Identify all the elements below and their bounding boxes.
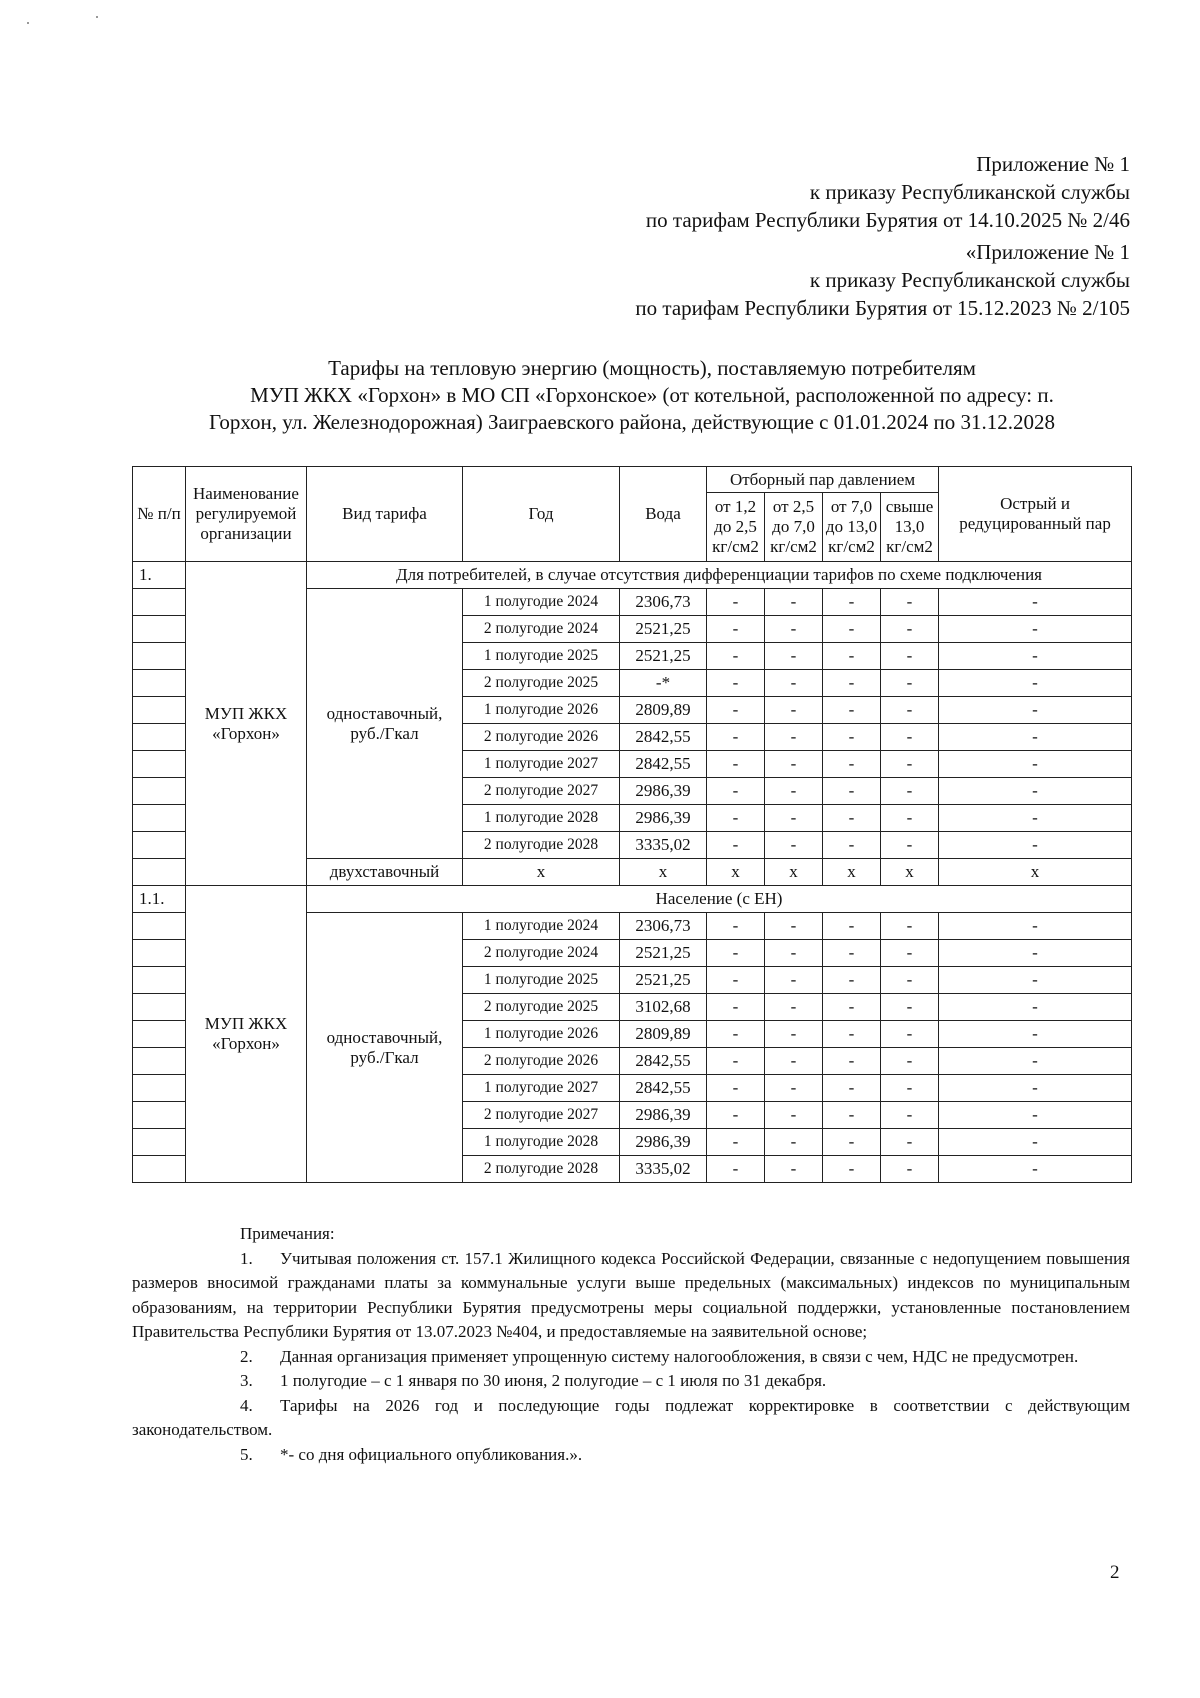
num-cell — [133, 697, 186, 724]
steam-2-cell: - — [765, 616, 823, 643]
year-cell: 1 полугодие 2024 — [463, 913, 620, 940]
steam-2-cell: - — [765, 697, 823, 724]
steam-2-cell: - — [765, 589, 823, 616]
year-cell: 2 полугодие 2027 — [463, 778, 620, 805]
org-name: МУП ЖКХ «Горхон» — [186, 886, 307, 1183]
steam-3-cell: - — [823, 940, 881, 967]
steam-4-cell: - — [881, 1075, 939, 1102]
steam-2-cell: - — [765, 724, 823, 751]
section-label: Население (с ЕН) — [307, 886, 1132, 913]
appendix-line: к приказу Республиканской службы — [809, 180, 1130, 204]
sharp-steam-cell: - — [939, 697, 1132, 724]
year-cell: 1 полугодие 2026 — [463, 1021, 620, 1048]
tariff-type-cell: одноставочный, руб./Гкал — [307, 913, 463, 1183]
steam-4-cell: х — [881, 859, 939, 886]
sharp-steam-cell: - — [939, 589, 1132, 616]
sharp-steam-cell: - — [939, 994, 1132, 1021]
steam-2-cell: - — [765, 1129, 823, 1156]
steam-1-cell: - — [707, 778, 765, 805]
num-cell — [133, 1129, 186, 1156]
steam-1-cell: - — [707, 724, 765, 751]
steam-2-cell: - — [765, 643, 823, 670]
scan-speck — [27, 22, 29, 24]
num-cell — [133, 616, 186, 643]
scan-speck — [96, 16, 98, 18]
steam-4-cell: - — [881, 778, 939, 805]
steam-3-cell: - — [823, 778, 881, 805]
steam-2-cell: - — [765, 832, 823, 859]
steam-2-cell: - — [765, 751, 823, 778]
steam-4-cell: - — [881, 967, 939, 994]
header-steam-4: свыше 13,0 кг/см2 — [881, 493, 939, 562]
year-cell: 2 полугодие 2026 — [463, 1048, 620, 1075]
steam-4-cell: - — [881, 670, 939, 697]
num-cell — [133, 1021, 186, 1048]
sharp-steam-cell: - — [939, 1048, 1132, 1075]
water-cell: 3102,68 — [620, 994, 707, 1021]
section-row — [133, 562, 1132, 589]
water-cell: 2986,39 — [620, 805, 707, 832]
sharp-steam-cell: - — [939, 670, 1132, 697]
water-cell: 2842,55 — [620, 751, 707, 778]
water-cell: х — [620, 859, 707, 886]
num-cell — [133, 1102, 186, 1129]
num-cell — [133, 913, 186, 940]
sharp-steam-cell: - — [939, 805, 1132, 832]
note-item — [132, 1443, 1130, 1468]
steam-3-cell: - — [823, 1102, 881, 1129]
year-cell: 2 полугодие 2027 — [463, 1102, 620, 1129]
note-text: *- со дня официального опубликования.». — [280, 1444, 583, 1464]
header-num: № п/п — [133, 467, 186, 562]
steam-3-cell: - — [823, 1129, 881, 1156]
page-number: 2 — [1110, 1562, 1120, 1583]
steam-1-cell: - — [707, 1021, 765, 1048]
steam-3-cell: - — [823, 1156, 881, 1183]
steam-4-cell: - — [881, 940, 939, 967]
year-cell: 2 полугодие 2028 — [463, 1156, 620, 1183]
steam-1-cell: - — [707, 1129, 765, 1156]
header-steam-3: от 7,0 до 13,0 кг/см2 — [823, 493, 881, 562]
note-item — [132, 1247, 1130, 1345]
header-sharp-steam: Острый и редуцированный пар — [939, 467, 1132, 562]
sharp-steam-cell: - — [939, 1075, 1132, 1102]
water-cell: 2809,89 — [620, 1021, 707, 1048]
sharp-steam-cell: - — [939, 913, 1132, 940]
sharp-steam-cell: - — [939, 1129, 1132, 1156]
steam-3-cell: - — [823, 1021, 881, 1048]
steam-3-cell: - — [823, 751, 881, 778]
num-cell — [133, 967, 186, 994]
steam-3-cell: - — [823, 670, 881, 697]
header-year: Год — [463, 467, 620, 562]
num-cell — [133, 1048, 186, 1075]
steam-4-cell: - — [881, 751, 939, 778]
document-title — [132, 355, 1132, 436]
section-label: Для потребителей, в случае отсутствия дифференциации тарифов по схеме подключения — [307, 562, 1132, 589]
steam-2-cell: - — [765, 1048, 823, 1075]
water-cell: 2986,39 — [620, 1129, 707, 1156]
steam-4-cell: - — [881, 994, 939, 1021]
steam-2-cell: - — [765, 1021, 823, 1048]
steam-1-cell: - — [707, 670, 765, 697]
sharp-steam-cell: - — [939, 724, 1132, 751]
steam-1-cell: - — [707, 751, 765, 778]
num-cell — [133, 778, 186, 805]
year-cell: 2 полугодие 2025 — [463, 670, 620, 697]
steam-2-cell: - — [765, 994, 823, 1021]
note-number: 1. — [240, 1248, 253, 1268]
water-cell: 2521,25 — [620, 616, 707, 643]
steam-3-cell: - — [823, 1048, 881, 1075]
water-cell: 2986,39 — [620, 1102, 707, 1129]
note-number: 3. — [240, 1371, 253, 1390]
sharp-steam-cell: - — [939, 832, 1132, 859]
header-org: Наименование регулируемой организации — [186, 467, 307, 562]
num-cell — [133, 724, 186, 751]
year-cell: х — [463, 859, 620, 886]
steam-1-cell: - — [707, 913, 765, 940]
steam-3-cell: - — [823, 805, 881, 832]
water-cell: 2842,55 — [620, 724, 707, 751]
title-line: Тарифы на тепловую энергию (мощность), поставляемую потребителям — [328, 356, 976, 380]
year-cell: 2 полугодие 2024 — [463, 616, 620, 643]
year-cell: 1 полугодие 2026 — [463, 697, 620, 724]
appendix-line: Приложение № 1 — [976, 152, 1130, 176]
steam-4-cell: - — [881, 724, 939, 751]
water-cell: 2521,25 — [620, 940, 707, 967]
notes-heading: Примечания: — [240, 1224, 335, 1243]
steam-1-cell: - — [707, 697, 765, 724]
num-cell — [133, 643, 186, 670]
tariff-type-cell: одноставочный, руб./Гкал — [307, 589, 463, 859]
steam-1-cell: - — [707, 832, 765, 859]
appendix-line: «Приложение № 1 — [965, 240, 1130, 264]
steam-4-cell: - — [881, 697, 939, 724]
year-cell: 1 полугодие 2025 — [463, 967, 620, 994]
appendix-header — [635, 150, 1130, 322]
steam-4-cell: - — [881, 913, 939, 940]
notes-section — [132, 1222, 1130, 1467]
steam-3-cell: - — [823, 967, 881, 994]
header-steam-group: Отборный пар давлением — [707, 467, 939, 493]
note-text: 1 полугодие – с 1 января по 30 июня, 2 полугодие – с 1 июля по 31 декабря. — [280, 1371, 827, 1390]
num-cell — [133, 940, 186, 967]
steam-3-cell: - — [823, 697, 881, 724]
sharp-steam-cell: х — [939, 859, 1132, 886]
tariff-type-cell: двухставочный — [307, 859, 463, 886]
header-tariff-type: Вид тарифа — [307, 467, 463, 562]
steam-2-cell: х — [765, 859, 823, 886]
steam-3-cell: - — [823, 589, 881, 616]
year-cell: 1 полугодие 2028 — [463, 1129, 620, 1156]
num-cell — [133, 859, 186, 886]
water-cell: 2521,25 — [620, 967, 707, 994]
header-water: Вода — [620, 467, 707, 562]
water-cell: -* — [620, 670, 707, 697]
num-cell — [133, 994, 186, 1021]
num-cell — [133, 751, 186, 778]
steam-1-cell: - — [707, 589, 765, 616]
sharp-steam-cell: - — [939, 1102, 1132, 1129]
num-cell — [133, 1075, 186, 1102]
sharp-steam-cell: - — [939, 1156, 1132, 1183]
steam-3-cell: - — [823, 913, 881, 940]
water-cell: 2842,55 — [620, 1075, 707, 1102]
steam-2-cell: - — [765, 940, 823, 967]
num-cell — [133, 670, 186, 697]
year-cell: 1 полугодие 2027 — [463, 751, 620, 778]
water-cell: 2306,73 — [620, 913, 707, 940]
steam-3-cell: - — [823, 832, 881, 859]
steam-4-cell: - — [881, 832, 939, 859]
title-line: Горхон, ул. Железнодорожная) Заиграевского района, действующие с 01.01.2024 по 31.12.2028 — [209, 410, 1055, 434]
year-cell: 2 полугодие 2026 — [463, 724, 620, 751]
year-cell: 1 полугодие 2027 — [463, 1075, 620, 1102]
steam-2-cell: - — [765, 805, 823, 832]
header-steam-2: от 2,5 до 7,0 кг/см2 — [765, 493, 823, 562]
steam-3-cell: - — [823, 643, 881, 670]
tariff-table — [132, 466, 1132, 1183]
steam-2-cell: - — [765, 913, 823, 940]
year-cell: 2 полугодие 2024 — [463, 940, 620, 967]
appendix-line: по тарифам Республики Бурятия от 14.10.2025 № 2/46 — [645, 208, 1130, 232]
num-cell — [133, 805, 186, 832]
water-cell: 2306,73 — [620, 589, 707, 616]
steam-1-cell: - — [707, 940, 765, 967]
steam-4-cell: - — [881, 643, 939, 670]
steam-3-cell: х — [823, 859, 881, 886]
section-number: 1.1. — [133, 886, 186, 913]
steam-1-cell: - — [707, 1075, 765, 1102]
year-cell: 1 полугодие 2025 — [463, 643, 620, 670]
year-cell: 2 полугодие 2028 — [463, 832, 620, 859]
sharp-steam-cell: - — [939, 778, 1132, 805]
sharp-steam-cell: - — [939, 1021, 1132, 1048]
sharp-steam-cell: - — [939, 751, 1132, 778]
num-cell — [133, 589, 186, 616]
note-item — [132, 1394, 1130, 1443]
header-steam-1: от 1,2 до 2,5 кг/см2 — [707, 493, 765, 562]
section-number: 1. — [133, 562, 186, 589]
year-cell: 2 полугодие 2025 — [463, 994, 620, 1021]
note-item — [132, 1345, 1130, 1370]
year-cell: 1 полугодие 2028 — [463, 805, 620, 832]
water-cell: 2809,89 — [620, 697, 707, 724]
steam-1-cell: - — [707, 805, 765, 832]
steam-2-cell: - — [765, 967, 823, 994]
steam-1-cell: - — [707, 994, 765, 1021]
water-cell: 3335,02 — [620, 1156, 707, 1183]
sharp-steam-cell: - — [939, 940, 1132, 967]
steam-1-cell: х — [707, 859, 765, 886]
sharp-steam-cell: - — [939, 616, 1132, 643]
steam-3-cell: - — [823, 1075, 881, 1102]
steam-3-cell: - — [823, 994, 881, 1021]
appendix-line: по тарифам Республики Бурятия от 15.12.2023 № 2/105 — [635, 296, 1130, 320]
steam-1-cell: - — [707, 616, 765, 643]
steam-2-cell: - — [765, 670, 823, 697]
steam-2-cell: - — [765, 1075, 823, 1102]
year-cell: 1 полугодие 2024 — [463, 589, 620, 616]
steam-4-cell: - — [881, 1102, 939, 1129]
water-cell: 3335,02 — [620, 832, 707, 859]
steam-1-cell: - — [707, 1048, 765, 1075]
sharp-steam-cell: - — [939, 643, 1132, 670]
steam-2-cell: - — [765, 1102, 823, 1129]
steam-4-cell: - — [881, 1156, 939, 1183]
steam-1-cell: - — [707, 1156, 765, 1183]
water-cell: 2521,25 — [620, 643, 707, 670]
steam-4-cell: - — [881, 1021, 939, 1048]
note-item — [132, 1369, 1130, 1394]
num-cell — [133, 1156, 186, 1183]
steam-4-cell: - — [881, 589, 939, 616]
title-line: МУП ЖКХ «Горхон» в МО СП «Горхонское» (от котельной, расположенной по адресу: п. — [250, 383, 1054, 407]
num-cell — [133, 832, 186, 859]
steam-4-cell: - — [881, 1048, 939, 1075]
note-text: Учитывая положения ст. 157.1 Жилищного кодекса Российской Федерации, связанные с недопущением повышения размеров вносимой гражданами платы за коммунальные услуги выше предельных (максимальных) индексов по муниципальным образованиям, на территории Республики Бурятия предусмотрены меры социальной поддержки, установленные постановлением Правительства Республики Бурятия от 13.07.2023 №404, и предоставляемые на заявительной основе; — [132, 1248, 1130, 1341]
note-text: Тарифы на 2026 год и последующие годы подлежат корректировке в соответствии с действующим законодательством. — [132, 1395, 1130, 1439]
org-name: МУП ЖКХ «Горхон» — [186, 562, 307, 886]
sharp-steam-cell: - — [939, 967, 1132, 994]
note-number: 5. — [240, 1444, 253, 1464]
steam-1-cell: - — [707, 1102, 765, 1129]
steam-3-cell: - — [823, 616, 881, 643]
steam-1-cell: - — [707, 643, 765, 670]
note-number: 4. — [240, 1395, 253, 1415]
steam-4-cell: - — [881, 805, 939, 832]
steam-2-cell: - — [765, 778, 823, 805]
water-cell: 2986,39 — [620, 778, 707, 805]
appendix-line: к приказу Республиканской службы — [809, 268, 1130, 292]
note-number: 2. — [240, 1346, 253, 1366]
steam-1-cell: - — [707, 967, 765, 994]
water-cell: 2842,55 — [620, 1048, 707, 1075]
note-text: Данная организация применяет упрощенную систему налогообложения, в связи с чем, НДС не предусмотрен. — [280, 1346, 1079, 1366]
steam-4-cell: - — [881, 1129, 939, 1156]
steam-3-cell: - — [823, 724, 881, 751]
steam-2-cell: - — [765, 1156, 823, 1183]
section-row — [133, 886, 1132, 913]
steam-4-cell: - — [881, 616, 939, 643]
